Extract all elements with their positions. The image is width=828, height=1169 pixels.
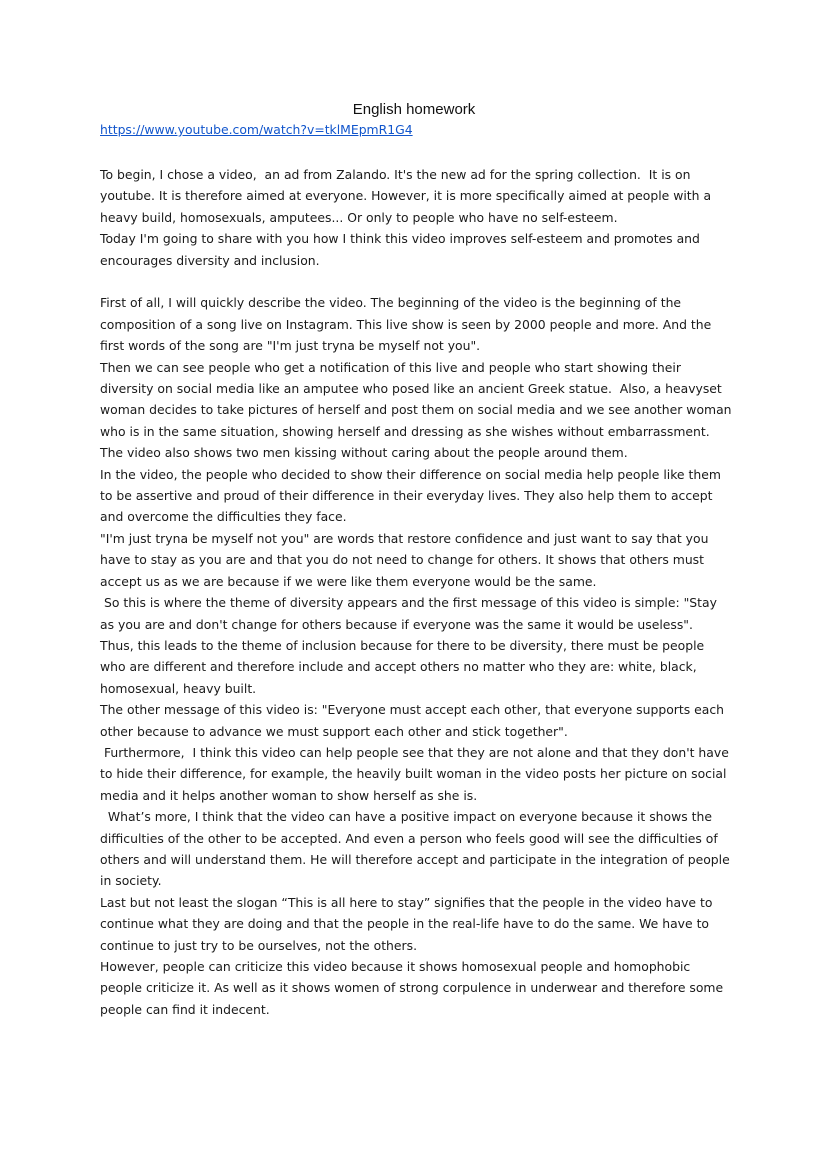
paragraph-13: However, people can criticize this video because it shows homosexual people and homophobic people criticize it. As well as it shows women of strong corpulence in underwear and therefore some people can find it indecent. [100, 959, 728, 1017]
paragraph-9: The other message of this video is: "Everyone must accept each other, that everyone supports each other because to advance we must support each other and stick together". [100, 702, 728, 739]
paragraph-5: In the video, the people who decided to show their difference on social media help people like them to be assertive and proud of their difference in their everyday lives. They also help them to accept and overcome the difficulties they face. [100, 466, 725, 525]
document-title: English homework [352, 101, 476, 118]
paragraph-2: Today I'm going to share with you how I think this video improves self-esteem and promotes and encourages diversity and inclusion. [100, 231, 704, 268]
paragraph-gap [100, 271, 732, 292]
paragraph-1: To begin, I chose a video, an ad from Zalando. It's the new ad for the spring collection. It is on youtube. It is therefore aimed at everyone. However, it is more specifically aimed at people with a heavy build, homosexuals, amputees... Or only to people who have no self-esteem. [100, 167, 715, 225]
youtube-link[interactable]: https://www.youtube.com/watch?v=tklMEpmR1G4 [100, 122, 413, 137]
document-body [100, 164, 736, 1020]
paragraph-10: Furthermore, I think this video can help people see that they are not alone and that they don't have to hide their difference, for example, the heavily built woman in the video posts her picture on social media and it helps another woman to show herself as she is. [100, 744, 733, 803]
paragraph-11: What’s more, I think that the video can have a positive impact on everyone because it shows the difficulties of the other to be accepted. And even a person who feels good will see the difficulties of others and will understand them. He will therefore accept and participate in the integration of people in society. [100, 809, 734, 889]
paragraph-4: Then we can see people who get a notification of this live and people who start showing their diversity on social media like an amputee who posed like an ancient Greek statue. Also, a heavyset woman decides to take pictures of herself and post them on social media and we see another woman who is in the same situation, showing herself and dressing as she wishes without embarrassment. The video also shows two men kissing without caring about the people around them. [100, 359, 736, 461]
paragraph-3: First of all, I will quickly describe the video. The beginning of the video is the beginning of the composition of a song live on Instagram. This live show is seen by 2000 people and more. And the first words of the song are "I'm just tryna be myself not you". [100, 295, 716, 354]
paragraph-6: "I'm just tryna be myself not you" are words that restore confidence and just want to say that you have to stay as you are and that you do not need to change for others. It shows that others must accept us as we are because if we were like them everyone would be the same. [100, 530, 713, 589]
paragraph-12: Last but not least the slogan “This is all here to stay” signifies that the people in the video have to continue what they are doing and that the people in the real-life have to do the same. We have to continue to just try to be ourselves, not the others. [100, 894, 717, 953]
paragraph-7: So this is where the theme of diversity appears and the first message of this video is simple: "Stay as you are and don't change for others because if everyone was the same it would be useless". [100, 595, 721, 632]
paragraph-8: Thus, this leads to the theme of inclusion because for there to be diversity, there must be people who are different and therefore include and accept others no matter who they are: white, black, homosexual, heavy built. [100, 637, 709, 696]
